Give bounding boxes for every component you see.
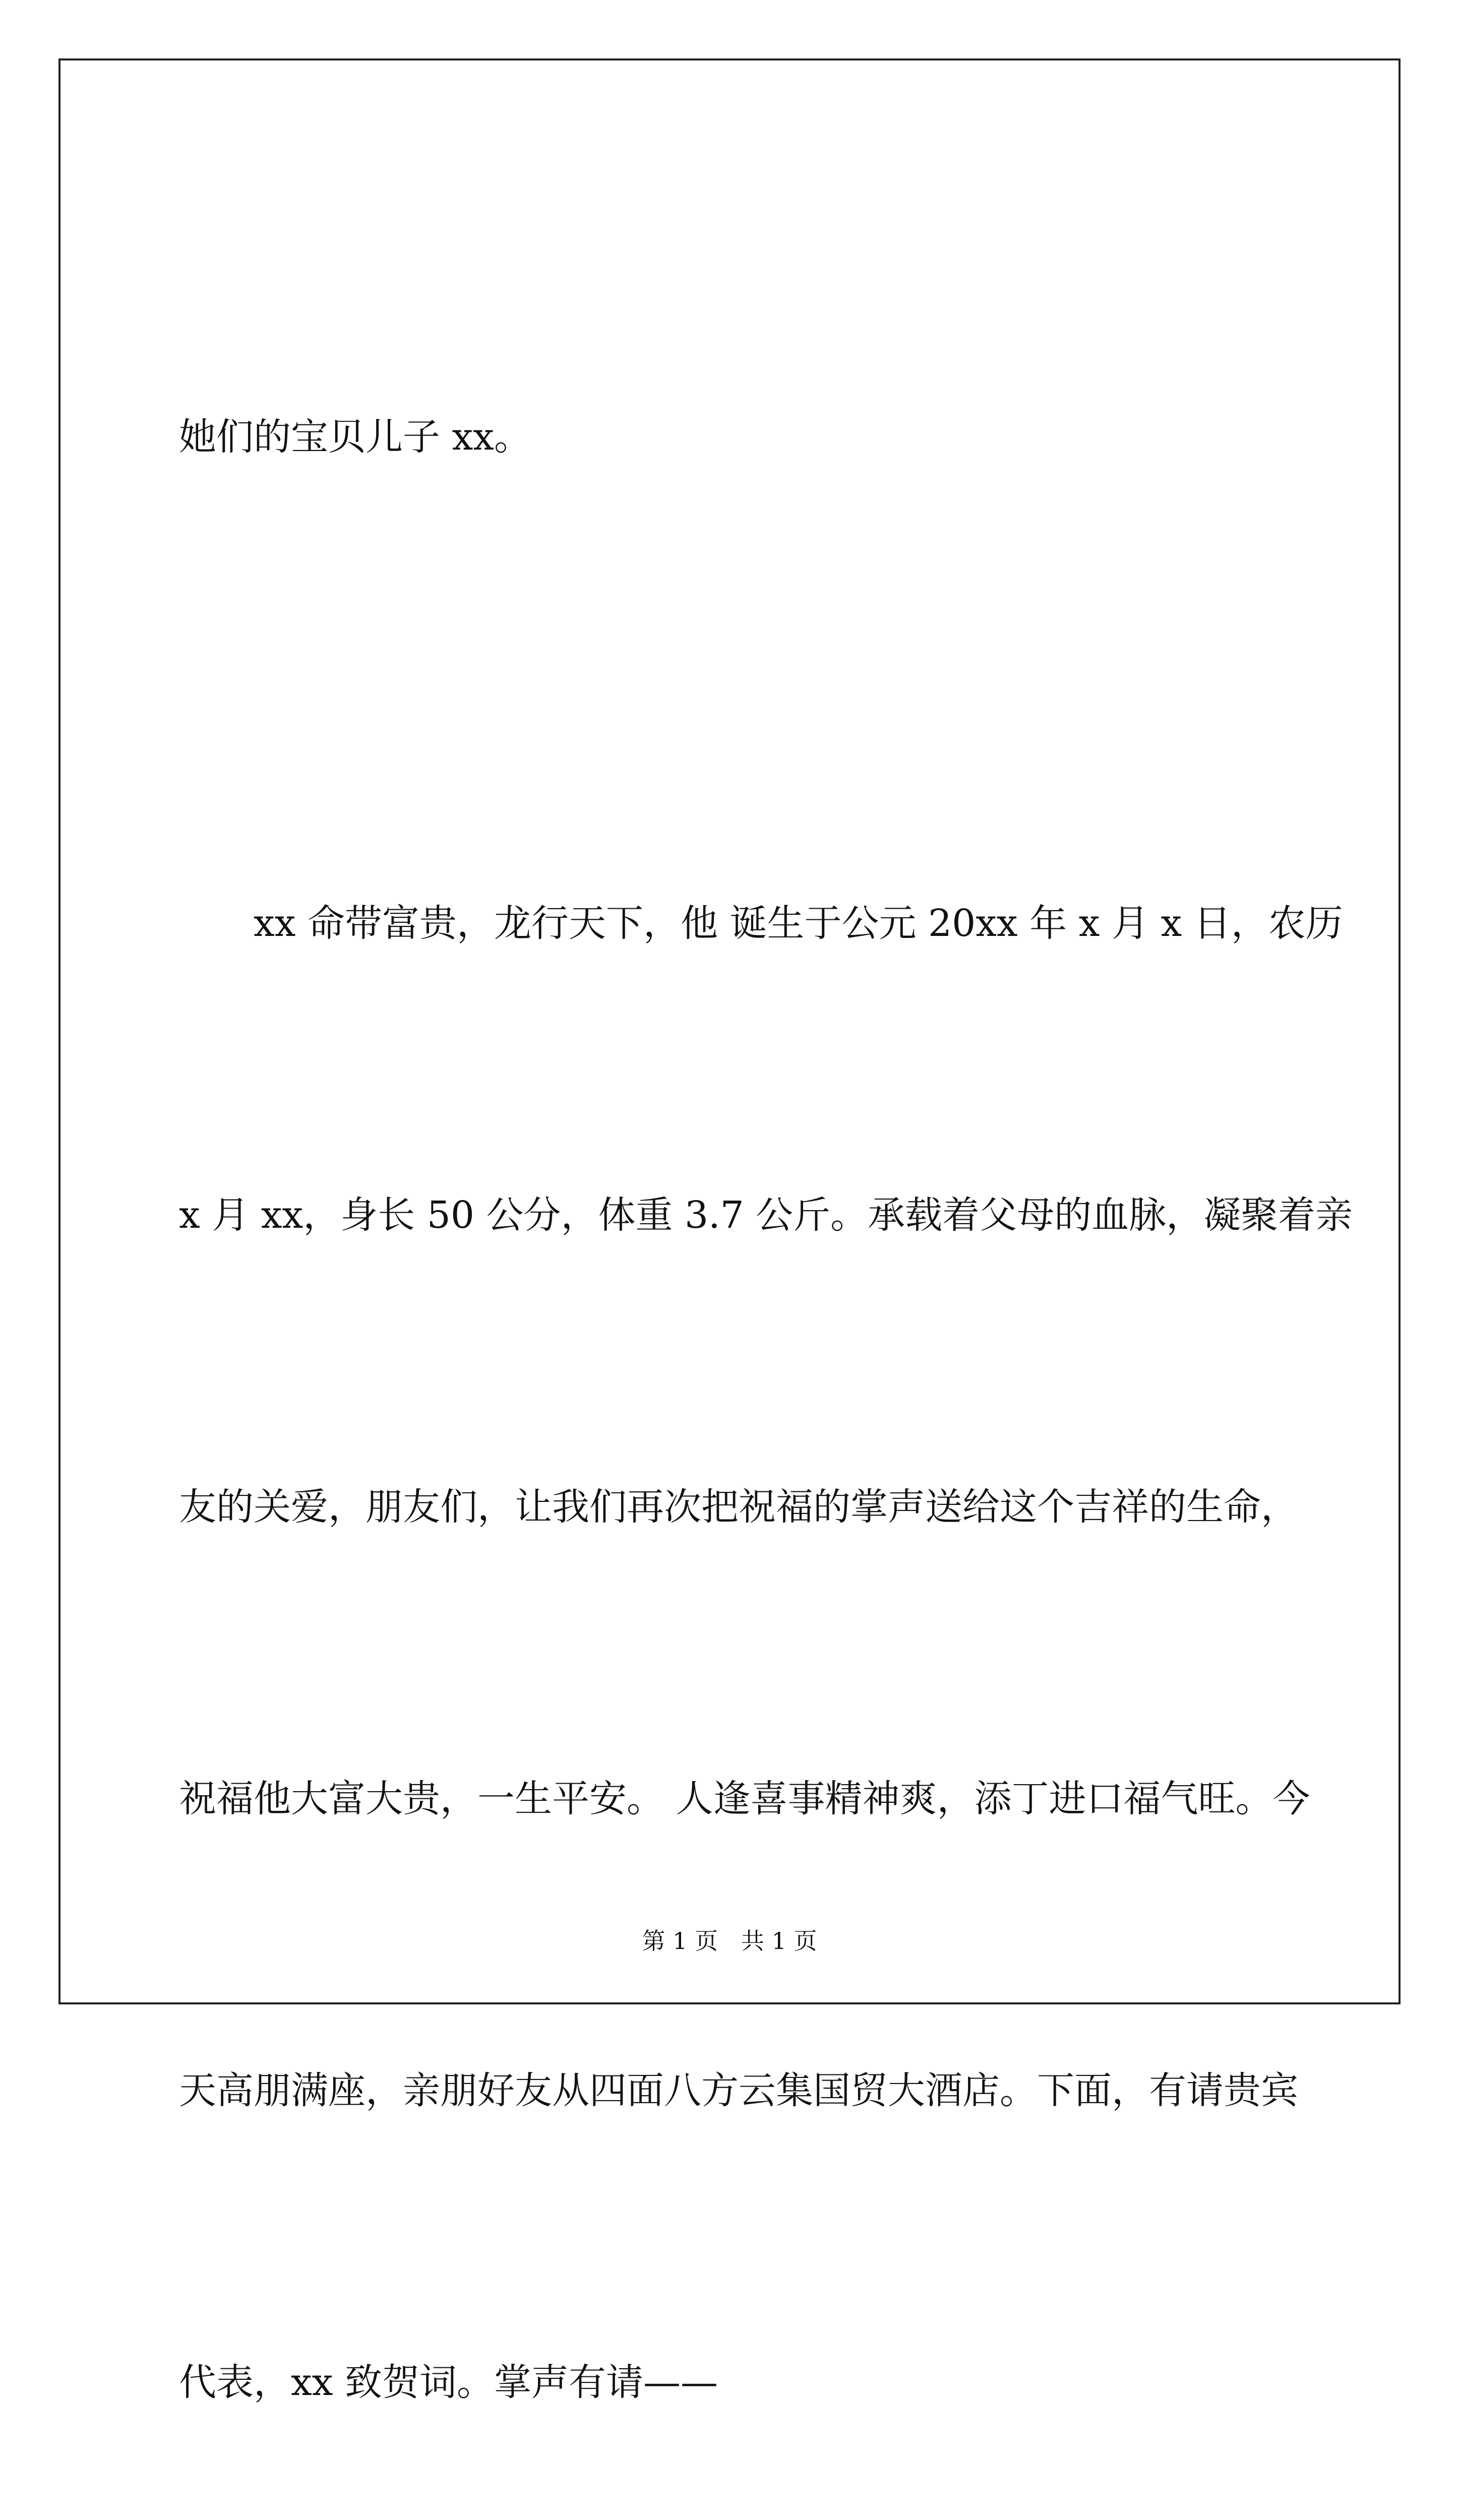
text-line: 代表，xx 致贺词。掌声有请—— — [179, 2361, 718, 2404]
document-body — [179, 194, 1353, 2520]
text-line: x 月 xx，身长 50 公分，体重 3.7 公斤。承载着父母的血脉，凝聚着亲 — [179, 1193, 1353, 1237]
text-line: 她们的宝贝儿子 xx。 — [179, 415, 531, 459]
paragraph-1 — [179, 194, 1288, 680]
text-line: 友的关爱，朋友们，让我们再次把祝福的掌声送给这个吉祥的生命， — [179, 1485, 1298, 1529]
paragraph-2 — [179, 680, 1353, 2520]
page-footer: 第 1 页 共 1 页 — [642, 1927, 817, 1955]
text-line: 祝福他大富大贵，一生平安。 人逢喜事精神爽，添丁进口福气旺。今 — [179, 1777, 1310, 1820]
text-line: xx 命带富贵，龙行天下，他 诞生于公元 20xx 年 x 月 x 日，农历 — [179, 902, 1343, 945]
text-line: 天高朋满座，亲朋好友从四面八方云集国贸大酒店。下面，有请贵宾 — [179, 2069, 1298, 2112]
